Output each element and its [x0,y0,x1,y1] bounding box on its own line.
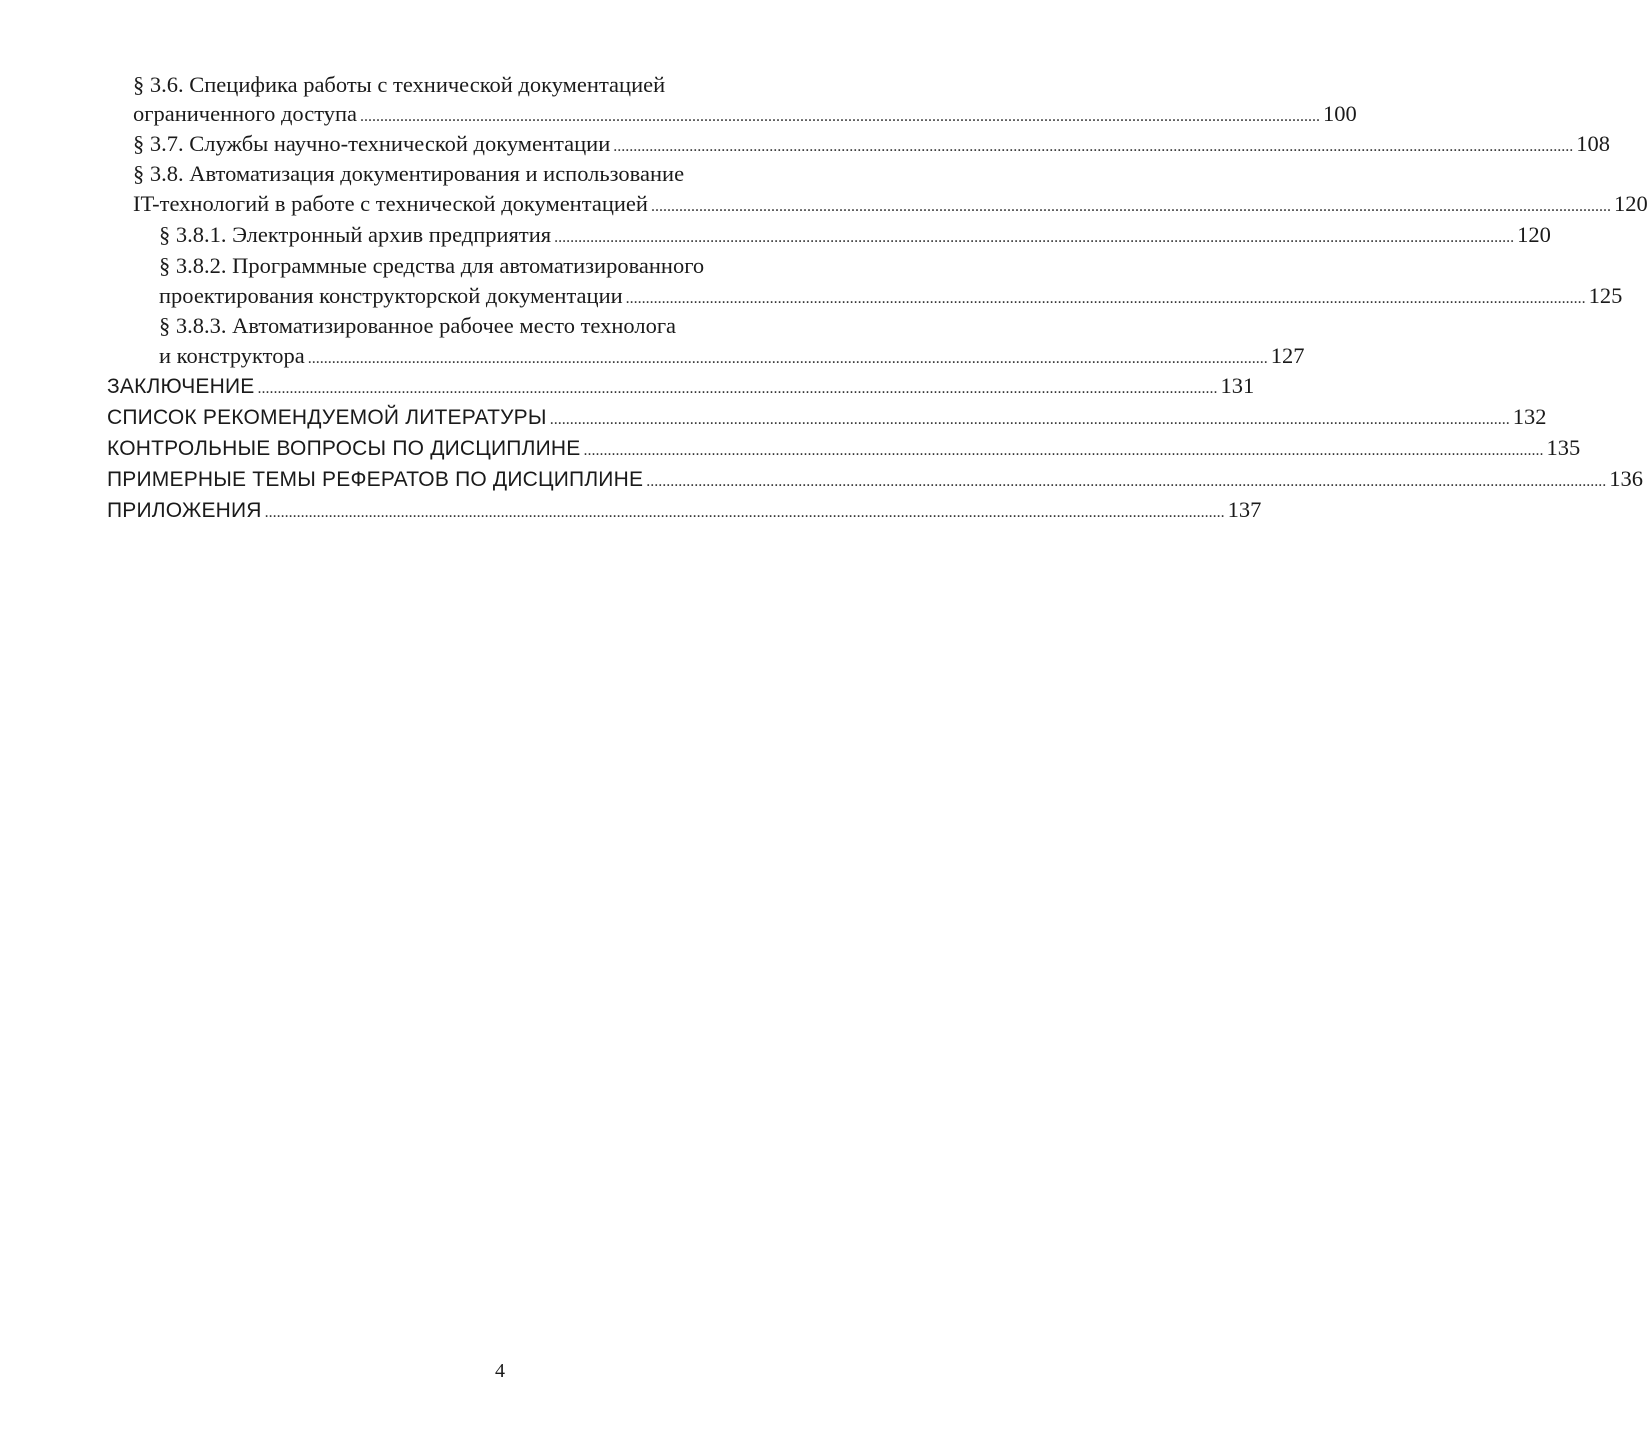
toc-entry-title: § 3.8. Автоматизация документирования и использование [133,161,685,186]
dot-leader: ................................................................................................................................................................................................................................................ [360,108,1321,125]
dot-leader: ................................................................................................................................................................................................................................................ [264,504,1225,521]
toc-page-number: 120 [1613,191,1648,216]
dot-leader: ................................................................................................................................................................................................................................................ [650,198,1611,215]
toc-entry-title: ПРИМЕРНЫЕ ТЕМЫ РЕФЕРАТОВ ПО ДИСЦИПЛИНЕ [107,468,644,491]
toc-entry-title: КОНТРОЛЬНЫЕ ВОПРОСЫ ПО ДИСЦИПЛИНЕ [107,437,581,460]
toc-entry-last-line [107,371,1255,401]
toc-page-number: 131 [1220,373,1255,398]
toc-entry-last-line [159,281,1623,311]
toc-page-number: 120 [1517,222,1551,247]
toc-entry-title: ПРИЛОЖЕНИЯ [107,499,262,522]
dot-leader: ................................................................................................................................................................................................................................................ [613,138,1574,155]
toc-entry-title: § 3.8.3. Автоматизированное рабочее место технолога [159,313,677,338]
toc-entry-title-continued: IT-технологий в работе с технической документацией [133,191,648,216]
toc-entry-title: СПИСОК РЕКОМЕНДУЕМОЙ ЛИТЕРАТУРЫ [107,406,547,429]
toc-page-number: 125 [1588,283,1623,308]
toc-entry-title: ЗАКЛЮЧЕНИЕ [107,375,255,398]
toc-entry-last-line [107,495,1262,525]
toc-entry-last-line [107,433,1581,463]
dot-leader: ................................................................................................................................................................................................................................................ [549,411,1510,428]
toc-page-number: 132 [1512,404,1547,429]
toc-entry-last-line [107,402,1547,432]
dot-leader: ................................................................................................................................................................................................................................................ [554,229,1515,246]
toc-entry-last-line [107,464,1643,494]
toc-entry-title: § 3.8.1. Электронный архив предприятия [159,222,552,247]
toc-entry-title: § 3.7. Службы научно-технической документации [133,131,611,156]
toc-entry-last-line [133,129,1611,159]
toc-page-number: 127 [1270,343,1305,368]
toc-page-number: 135 [1546,435,1581,460]
toc-entry-last-line [133,189,1648,219]
dot-leader: ................................................................................................................................................................................................................................................ [646,473,1607,490]
dot-leader: ................................................................................................................................................................................................................................................ [625,290,1586,307]
dot-leader: ................................................................................................................................................................................................................................................ [257,380,1218,397]
toc-entry-last-line [159,220,1551,250]
toc-page-number: 136 [1609,466,1643,491]
toc-entry-title: § 3.8.2. Программные средства для автоматизированного [159,253,705,278]
dot-leader: ................................................................................................................................................................................................................................................ [307,350,1268,367]
toc-entry-title-continued: и конструктора [159,343,305,368]
toc-entry-title-continued: ограниченного доступа [133,101,358,126]
toc-entry-last-line [159,341,1305,371]
toc-page-number: 137 [1227,497,1262,522]
toc-entry-title: § 3.6. Специфика работы с технической документацией [133,72,666,97]
toc-entry-title-continued: проектирования конструкторской документации [159,283,623,308]
toc-page-number: 108 [1576,131,1611,156]
toc-entry-last-line [133,99,1357,129]
dot-leader: ................................................................................................................................................................................................................................................ [583,442,1544,459]
toc-page-number: 100 [1323,101,1357,126]
page-number: 4 [495,1360,505,1382]
